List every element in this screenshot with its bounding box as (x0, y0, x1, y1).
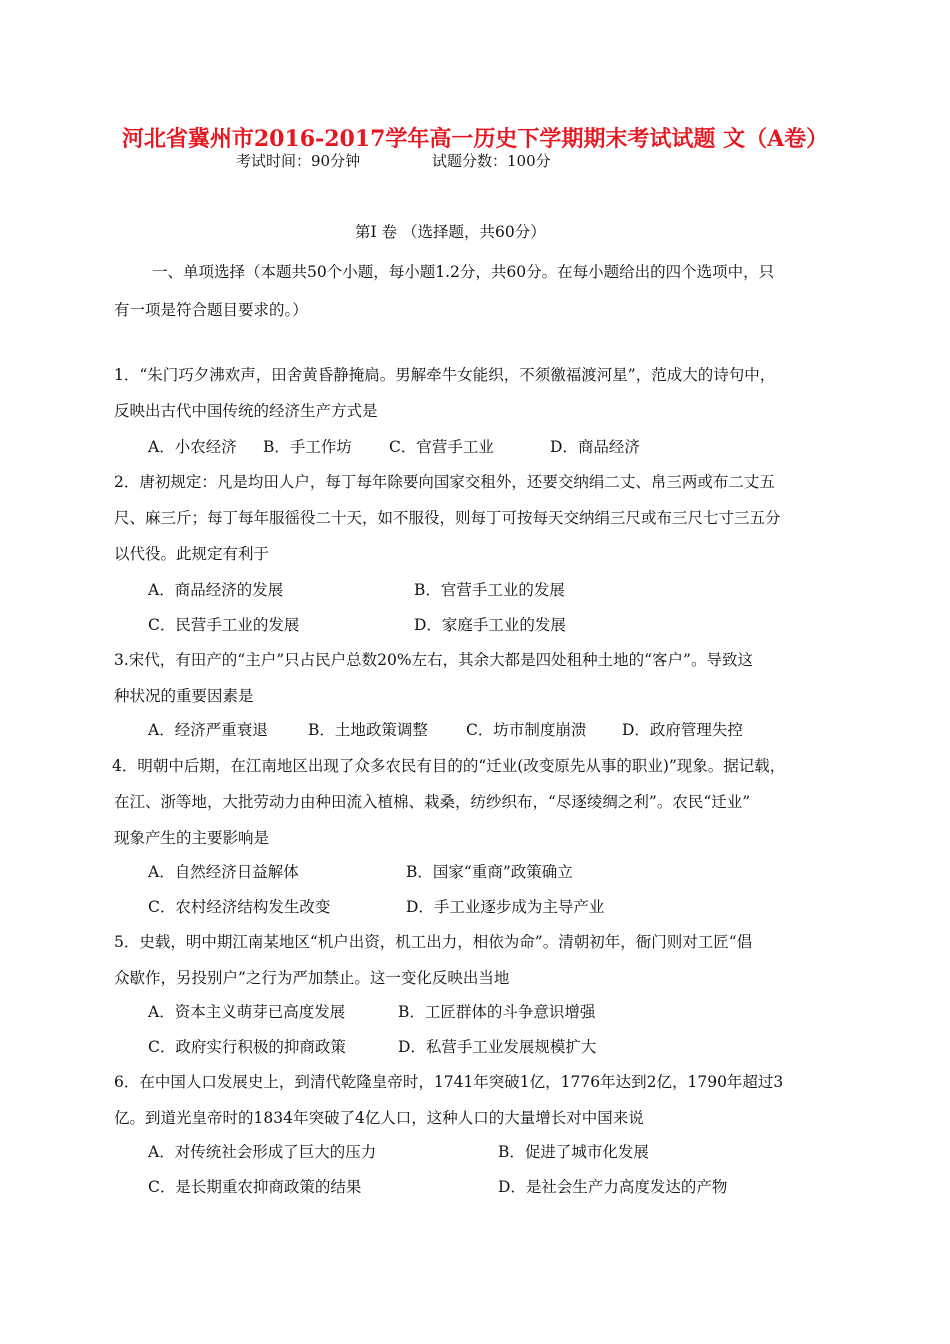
instruction-line-1: 一、单项选择（本题共50个小题，每小题1.2分，共60分。在每小题给出的四个选项中，只 (152, 263, 775, 281)
option-d: D．家庭手工业的发展 (414, 616, 566, 634)
question-line: 众歇作，另投别户”之行为严加禁止。这一变化反映出当地 (114, 969, 510, 987)
question-line: 5．史载，明中期江南某地区“机户出资，机工出力，相依为命”。清朝初年，衙门则对工匠“倡 (114, 933, 753, 951)
question-line: 1．“朱门巧夕沸欢声，田舍黄昏静掩扃。男解牵牛女能织，不须徼福渡河星”，范成大的诗句中， (114, 366, 776, 384)
option-a: A．小农经济 (148, 438, 237, 456)
option-b: B．促进了城市化发展 (498, 1143, 649, 1161)
option-b: B．手工作坊 (263, 438, 352, 456)
exam-score: 试题分数：100分 (432, 152, 551, 170)
option-a: A．经济严重衰退 (148, 721, 268, 739)
question-line: 6．在中国人口发展史上，到清代乾隆皇帝时，1741年突破1亿，1776年达到2亿，1790年超过3 (114, 1073, 784, 1091)
option-d: D．是社会生产力高度发达的产物 (498, 1178, 728, 1196)
option-c: C．是长期重农抑商政策的结果 (148, 1178, 362, 1196)
question-line: 亿。到道光皇帝时的1834年突破了4亿人口，这种人口的大量增长对中国来说 (114, 1109, 644, 1127)
option-d: D．政府管理失控 (622, 721, 743, 739)
section-heading: 第Ⅰ 卷 （选择题，共60分） (355, 223, 546, 241)
option-b: B．工匠群体的斗争意识增强 (398, 1003, 596, 1021)
question-line: 3.宋代，有田产的“主户”只占民户总数20%左右，其余大都是四处租种土地的“客户”。导致这 (114, 651, 753, 669)
exam-title: 河北省冀州市2016-2017学年高一历史下学期期末考试试题 文（A卷） (121, 126, 829, 152)
question-line: 以代役。此规定有利于 (114, 545, 270, 563)
option-d: D．商品经济 (550, 438, 640, 456)
exam-time: 考试时间：90分钟 (236, 152, 361, 170)
option-a: A．对传统社会形成了巨大的压力 (148, 1143, 377, 1161)
question-line: 4．明朝中后期，在江南地区出现了众多农民有目的的“迁业(改变原先从事的职业)”现象。据记载， (112, 757, 786, 775)
option-a: A．资本主义萌芽已高度发展 (148, 1003, 346, 1021)
option-a: A．商品经济的发展 (148, 581, 284, 599)
option-b: B．土地政策调整 (308, 721, 428, 739)
option-c: C．坊市制度崩溃 (466, 721, 587, 739)
option-c: C．官营手工业 (389, 438, 494, 456)
option-c: C．农村经济结构发生改变 (148, 898, 331, 916)
option-c: C．政府实行积极的抑商政策 (148, 1038, 346, 1056)
option-c: C．民营手工业的发展 (148, 616, 300, 634)
question-line: 现象产生的主要影响是 (114, 829, 270, 847)
option-b: B．官营手工业的发展 (414, 581, 565, 599)
question-line: 种状况的重要因素是 (114, 687, 254, 705)
question-line: 尺、麻三斤；每丁每年服徭役二十天，如不服役，则每丁可按每天交纳绢三尺或布三尺七寸三五分 (114, 509, 781, 527)
question-line: 2．唐初规定：凡是均田人户，每丁每年除要向国家交租外，还要交纳绢二丈、帛三两或布二丈五 (114, 473, 775, 491)
instruction-line-2: 有一项是符合题目要求的。） (114, 301, 308, 319)
option-b: B．国家“重商”政策确立 (406, 863, 573, 881)
question-line: 反映出古代中国传统的经济生产方式是 (114, 402, 378, 420)
question-line: 在江、浙等地，大批劳动力由种田流入植棉、栽桑，纺纱织布，“尽逐绫绸之利”。农民“迁业” (114, 793, 751, 811)
option-d: D．私营手工业发展规模扩大 (398, 1038, 597, 1056)
option-a: A．自然经济日益解体 (148, 863, 299, 881)
option-d: D．手工业逐步成为主导产业 (406, 898, 605, 916)
